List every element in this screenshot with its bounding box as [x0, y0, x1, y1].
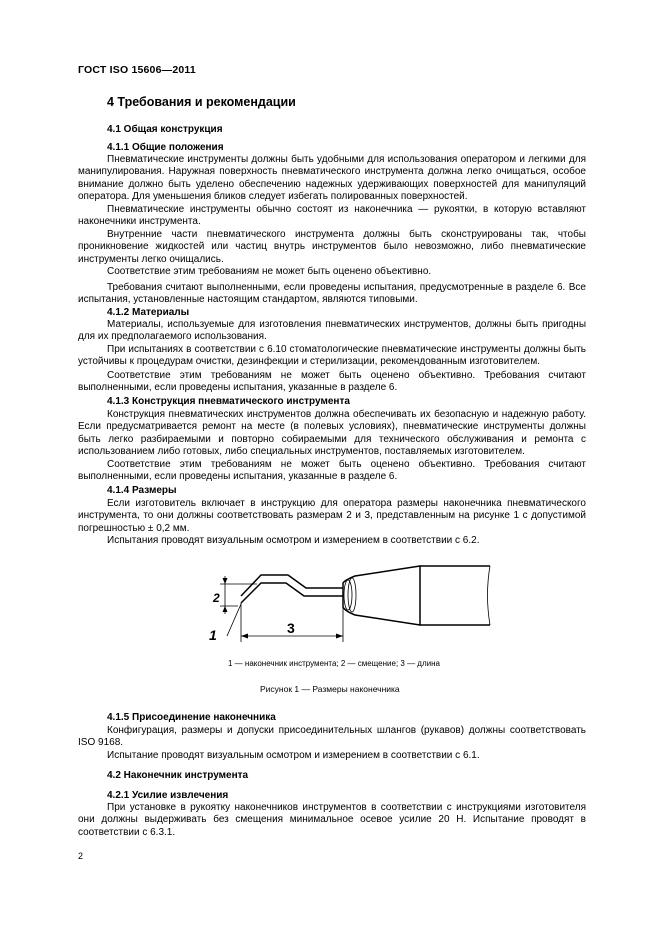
label-2: 2	[213, 591, 220, 605]
paragraph: Конфигурация, размеры и допуски присоединительных шлангов (рукавов) должны соответствовать ISO 9168.	[78, 725, 586, 749]
label-1: 1	[209, 627, 217, 643]
paragraph: Требования считают выполненными, если проведены испытания, предусмотренные в разделе 6. Все испытания, установленные настоящим стандартом, являются типовыми.	[78, 282, 586, 306]
paragraph: Если изготовитель включает в инструкцию для оператора размеры наконечника пневматического инструмента, то они должны соответствовать размерам 2 и 3, представленным на рисунке 1 с допустимой погрешностью ± 0,2 мм.	[78, 498, 586, 534]
paragraph: Материалы, используемые для изготовления пневматических инструментов, должны быть пригодны для их предполагаемого использования.	[78, 319, 586, 343]
tip-dimensions-drawing	[195, 564, 495, 644]
figure-legend: 1 — наконечник инструмента; 2 — смещение; 3 — длина	[228, 659, 440, 668]
paragraph: Внутренние части пневматического инструмента должны быть сконструированы так, чтобы проникновение жидкостей или частиц внутрь инструментов было невозможно, либо пневматические инструменты легко очищались.	[78, 229, 586, 265]
section-4-1-2-title: 4.1.2 Материалы	[107, 307, 190, 318]
paragraph: Пневматические инструменты должны быть удобными для использования оператором и легкими для манипулирования. Наружная поверхность пневматического инструмента должна легко очищаться, особое внимание должно быть уделено обеспечению надежных удерживающих поверхностей для манипуляций оператора. Для уменьшения бликов следует избегать полированных поверхностей.	[78, 154, 586, 203]
paragraph: Соответствие этим требованиям не может быть оценено объективно. Требования считают выполненными, если проведены испытания, указанные в разделе 6.	[78, 459, 586, 483]
paragraph: Испытания проводят визуальным осмотром и измерением в соответствии с 6.2.	[107, 535, 480, 546]
section-4-1-4-title: 4.1.4 Размеры	[107, 485, 177, 496]
page-number: 2	[78, 851, 84, 861]
figure-caption: Рисунок 1 — Размеры наконечника	[260, 684, 400, 694]
paragraph: Испытание проводят визуальным осмотром и измерением в соответствии с 6.1.	[107, 750, 480, 761]
paragraph: При установке в рукоятку наконечников инструментов в соответствии с инструкциями изготовителя они должны выдерживать без смещения минимальное осевое усилие 20 Н. Испытание проводят в соответствии с 6.3.1.	[78, 802, 586, 838]
paragraph: При испытаниях в соответствии с 6.10 стоматологические пневматические инструменты должны быть устойчивы к процедурам очистки, дезинфекции и стерилизации, рекомендованным изготовителем.	[78, 344, 586, 368]
section-4-1-title: 4.1 Общая конструкция	[107, 124, 223, 135]
section-4-2-1-title: 4.2.1 Усилие извлечения	[107, 790, 229, 801]
label-3: 3	[287, 620, 295, 636]
paragraph: Конструкция пневматических инструментов должна обеспечивать их безопасную и надежную работу. Если предусматривается ремонт на месте (в полевых условиях), пневматические инструменты должны быть легко разбираемыми и повторно собираемыми для технического обслуживания и ремонта с использованием либо готовых, либо специальных инструментов, поставляемых изготовителем.	[78, 409, 586, 458]
paragraph: Соответствие этим требованиям не может быть оценено объективно.	[107, 266, 432, 277]
section-4-2-title: 4.2 Наконечник инструмента	[107, 770, 249, 781]
section-4-1-1-title: 4.1.1 Общие положения	[107, 142, 224, 153]
paragraph: Соответствие этим требованиям не может быть оценено объективно. Требования считают выполненными, если проведены испытания, указанные в разделе 6.	[78, 370, 586, 394]
paragraph: Пневматические инструменты обычно состоят из наконечника — рукоятки, в которую вставляют наконечники инструмента.	[78, 204, 586, 228]
document-id: ГОСТ ISO 15606—2011	[78, 64, 196, 76]
section-4-1-3-title: 4.1.3 Конструкция пневматического инструмента	[107, 396, 350, 407]
section-4-title: 4 Требования и рекомендации	[107, 95, 296, 109]
section-4-1-5-title: 4.1.5 Присоединение наконечника	[107, 712, 276, 723]
